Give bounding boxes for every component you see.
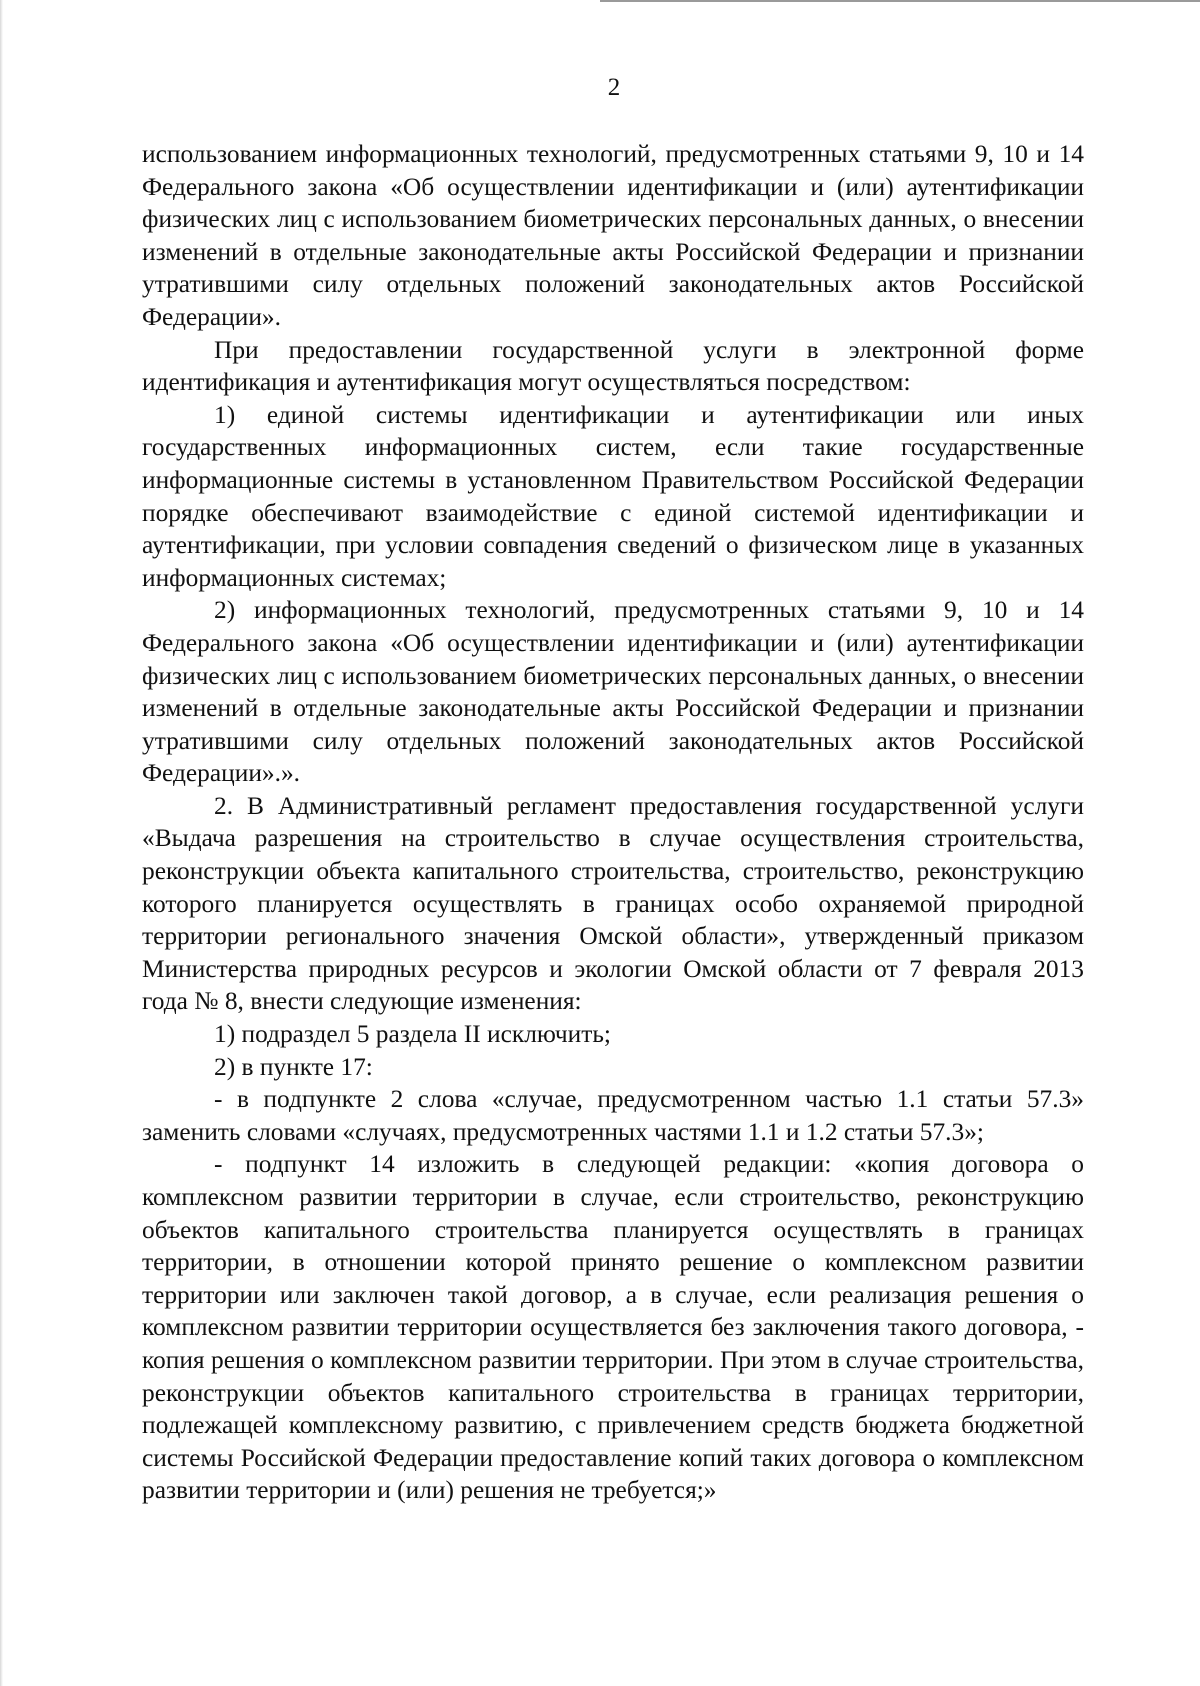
paragraph-subitem-2: - в подпункте 2 слова «случае, предусмотренном частью 1.1 статьи 57.3» заменить словами «случаях, предусмотренных частями 1.1 и 1.2 статьи 57.3»;	[142, 1085, 1084, 1146]
paragraph-subitem-14: - подпункт 14 изложить в следующей редакции: «копия договора о комплексном развитии территории в случае, если строительство, реконструкцию объектов капитального строительства планируется осуществлять в границах территории, в отношении которой принято решение о комплексном развитии территории или заключен такой договор, а в случае, если реализация решения о комплексном развитии территории осуществляется без заключения такого договора, - копия решения о комплексном развитии территории. При этом в случае строительства, реконструкции объектов капитального строительства в границах территории, подлежащей комплексному развитию, с привлечением средств бюджета бюджетной системы Российской Федерации предоставление копий таких договора о комплексном развитии территории и (или) решения не требуется;»	[142, 1150, 1084, 1505]
paragraph-item-2: 2) информационных технологий, предусмотренных статьями 9, 10 и 14 Федерального закона «Об осуществлении идентификации и (или) аутентификации физических лиц с использованием биометрических персональных данных, о внесении изменений в отдельные законодательные акты Российской Федерации и признании утратившими силу отдельных положений законодательных актов Российской Федерации».».	[142, 596, 1084, 788]
paragraph-change-1: 1) подраздел 5 раздела II исключить;	[214, 1020, 611, 1049]
page-number: 2	[607, 74, 621, 101]
document-body	[142, 138, 1084, 1507]
paragraph-item-1: 1) единой системы идентификации и аутентификации или иных государственных информационных систем, если такие государственные информационные системы в установленном Правительством Российской Федерации порядке обеспечивают взаимодействие с единой системой идентификации и аутентификации, при условии совпадения сведений о физическом лице в указанных информационных системах;	[142, 400, 1084, 592]
paragraph-section-2: 2. В Административный регламент предоставления государственной услуги «Выдача разрешения на строительство в случае осуществления строительства, реконструкции объекта капитального строительства, строительство, реконструкцию которого планируется осуществлять в границах особо охраняемой природной территории регионального значения Омской области», утвержденный приказом Министерства природных ресурсов и экологии Омской области от 7 февраля 2013 года № 8, внести следующие изменения:	[142, 791, 1084, 1016]
paragraph-identification-intro: При предоставлении государственной услуги в электронной форме идентификация и аутентификация могут осуществляться посредством:	[142, 335, 1084, 397]
paragraph-change-2: 2) в пункте 17:	[214, 1052, 373, 1081]
paragraph-continuation: использованием информационных технологий, предусмотренных статьями 9, 10 и 14 Федерального закона «Об осуществлении идентификации и (или) аутентификации физических лиц с использованием биометрических персональных данных, о внесении изменений в отдельные законодательные акты Российской Федерации и признании утратившими силу отдельных положений законодательных актов Российской Федерации».	[142, 140, 1084, 331]
